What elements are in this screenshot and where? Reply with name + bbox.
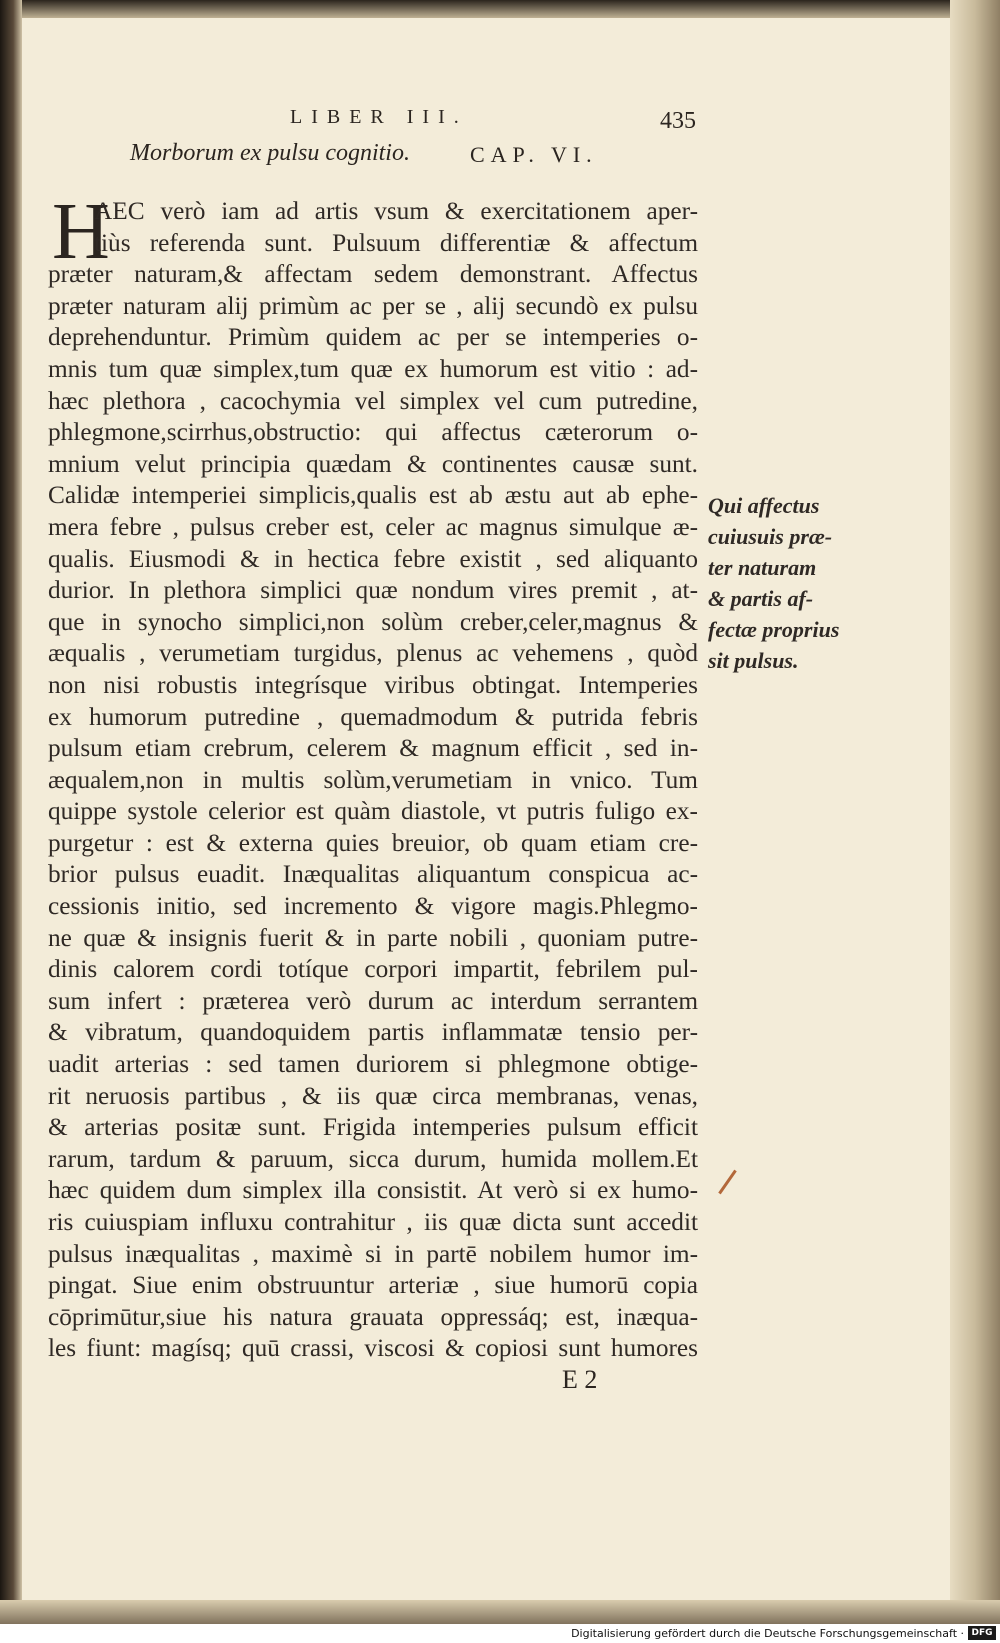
text-line: non nisi robustis integrísque viribus obtingat. Intemperies — [48, 670, 698, 699]
page-edge-right — [950, 0, 1000, 1643]
text-line: mnium velut principia quædam & continentes causæ sunt. — [48, 449, 698, 478]
text-line: qualis. Eiusmodi & in hectica febre existit , sed aliquanto — [48, 544, 698, 573]
ink-mark — [718, 1170, 737, 1195]
text-line: deprehenduntur. Primùm quidem ac per se intemperies o- — [48, 323, 698, 352]
text-line: cessionis initio, sed incremento & vigore magis.Phlegmo- — [48, 892, 698, 921]
text-line: ris cuiuspiam influxu contrahitur , iis quæ dicta sunt accedit — [48, 1208, 698, 1236]
marginal-note-line: sit pulsus. — [708, 648, 799, 673]
text-line: les fiunt: magísq; quū crassi, viscosi & copiosi sunt humores — [48, 1334, 698, 1363]
drop-initial: H — [52, 188, 110, 276]
text-line: & vibratum, quandoquidem partis inflammatæ tensio per- — [48, 1018, 698, 1047]
text-line: Calidæ intemperiei simplicis,qualis est ab æstu aut ab ephe- — [48, 481, 698, 510]
text-line: AEC verò iam ad artis vsum & exercitationem aper- — [94, 197, 698, 225]
text-line: & arterias positæ sunt. Frigida intemperies pulsum efficit — [48, 1113, 698, 1142]
chapter-title: Morborum ex pulsu cognitio. — [130, 140, 410, 166]
text-line: dinis calorem cordi totíque corpori impartit, febrilem pul- — [48, 955, 698, 984]
text-line: cōprimūtur,siue his natura grauata oppressáq; est, inæqua- — [48, 1302, 698, 1331]
marginal-note-line: & partis af- — [708, 586, 814, 611]
running-head: LIBER III. — [290, 106, 468, 128]
text-line: que in synocho simplici,non solùm creber,celer,magnus & — [48, 607, 698, 636]
marginal-note-line: ter naturam — [708, 555, 817, 580]
marginal-note-line: fectæ proprius — [708, 617, 840, 642]
text-line: hæc plethora , cacochymia vel simplex vel cum putredine, — [48, 386, 698, 415]
dfg-logo-icon: DFG — [968, 1626, 996, 1640]
page-number: 435 — [660, 108, 696, 134]
text-line: rarum, tardum & paruum, sicca durum, humida mollem.Et — [48, 1144, 698, 1173]
page-edge-top — [0, 0, 1000, 18]
text-line: rit neruosis partibus , & iis quæ circa membranas, venas, — [48, 1081, 698, 1110]
text-line: mnis tum quæ simplex,tum quæ ex humorum est vitio : ad- — [48, 354, 698, 383]
text-line: pingat. Siue enim obstruuntur arteriæ , siue humorū copia — [48, 1271, 698, 1300]
marginal-note-line: Qui affectus — [708, 493, 820, 518]
marginal-note — [708, 490, 848, 676]
text-line: ne quæ & insignis fuerit & in parte nobili , quoniam putre- — [48, 923, 698, 952]
text-line: quippe systole celerior est quàm diastole, vt putris fuligo ex- — [48, 797, 698, 826]
text-line: pulsus inæqualitas , maximè si in partē nobilem humor im- — [48, 1239, 698, 1268]
footer-text: Digitalisierung gefördert durch die Deutsche Forschungsgemeinschaft · — [571, 1627, 964, 1640]
text-line: purgetur : est & externa quies breuior, ob quam etiam cre- — [48, 828, 698, 857]
text-line: sum infert : præterea verò durum ac interdum serrantem — [48, 986, 698, 1015]
digitization-footer — [0, 1624, 1000, 1643]
text-line: hæc quidem dum simplex illa consistit. At verò si ex humo- — [48, 1176, 698, 1205]
chapter-number: CAP. VI. — [470, 142, 598, 167]
text-line: brior pulsus euadit. Inæqualitas aliquantum conspicua ac- — [48, 860, 698, 889]
text-line: æqualis , verumetiam turgidus, plenus ac vehemens , quòd — [48, 639, 698, 668]
marginal-note-line: cuiusuis præ- — [708, 524, 833, 549]
text-line: æqualem,non in multis solùm,verumetiam in vnico. Tum — [48, 765, 698, 794]
text-line: præter naturam,& affectam sedem demonstrant. Affectus — [48, 260, 698, 289]
text-line: tiùs referenda sunt. Pulsuum differentiæ & affectum — [94, 228, 698, 257]
text-line: uadit arterias : sed tamen duriorem si phlegmone obtige- — [48, 1050, 698, 1079]
text-line: pulsum etiam crebrum, celerem & magnum efficit , sed in- — [48, 734, 698, 763]
text-line: ex humorum putredine , quemadmodum & putrida febris — [48, 702, 698, 731]
text-line: præter naturam alij primùm ac per se , alij secundò ex pulsu — [48, 291, 698, 320]
body-text — [48, 196, 698, 1365]
text-line: mera febre , pulsus creber est, celer ac magnus simulque æ- — [48, 512, 698, 541]
text-line: phlegmone,scirrhus,obstructio: qui affectus cæterorum o- — [48, 418, 698, 447]
signature-mark: E 2 — [562, 1365, 598, 1394]
page-edge-left — [0, 0, 22, 1643]
text-line: durior. In plethora simplici quæ nondum vires premit , at- — [48, 576, 698, 605]
